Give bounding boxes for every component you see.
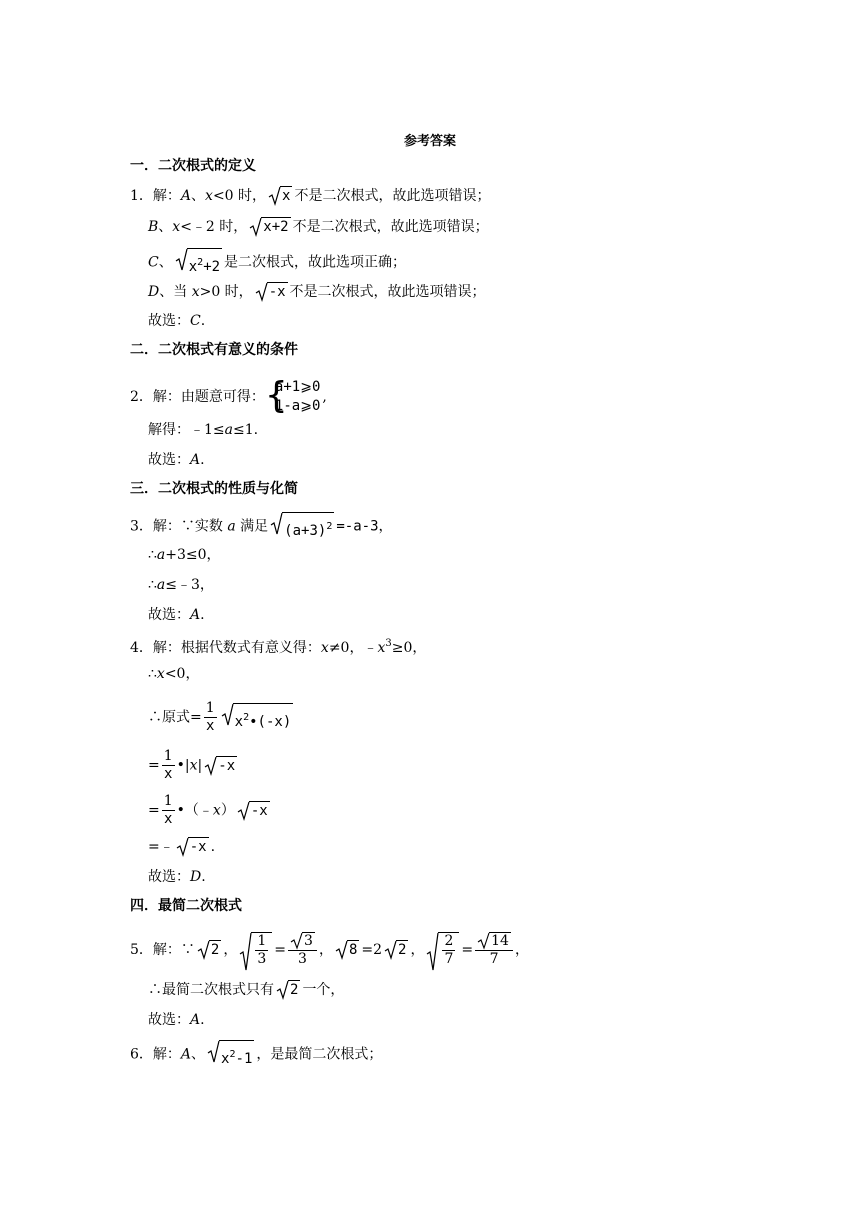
var-a: a [156,547,166,563]
var-x: x [320,640,329,656]
numerator: 2 [444,933,454,949]
system-row-1: a+1⩾0 [274,379,321,395]
exponent: 2 [229,1049,236,1060]
radical [175,248,222,277]
text: 故选： [148,452,190,468]
radicand: 2 [210,942,220,958]
radical [255,282,288,302]
text: ， [318,942,333,958]
q4-line-7 [148,867,206,887]
equation-rhs: =-a-3 [336,518,379,535]
radical-sign-icon [268,186,280,206]
q5-line-1 [130,932,529,968]
text: •（﹣ [176,802,213,819]
radicand: 8 [348,942,358,958]
section-heading-3: 三．二次根式的性质与化简 [130,481,298,497]
text: = [461,942,474,958]
text: 解得：﹣1≤ [148,422,225,438]
text: +3≤0， [165,547,221,563]
radical [237,801,270,821]
radicand [187,248,222,277]
radical-sign-icon [176,837,188,857]
q5-line-2 [148,980,344,1000]
radicand: -x [218,757,236,774]
var-a: a [224,422,233,438]
q2-line-3 [148,450,205,470]
text: =﹣ [148,839,174,855]
text: 、 [191,1046,206,1063]
var-x: x [172,219,181,235]
radicand [233,703,294,732]
radical-fraction [426,932,459,968]
text: 故选： [148,313,190,329]
radical [249,217,290,237]
option-a-letter: A [180,1046,192,1063]
numerator: 1 [205,700,215,716]
exponent: 3 [385,638,392,649]
radicand: x [282,188,291,204]
radical-sign-icon [477,932,489,950]
var-x: x [377,640,386,656]
q3-line-3 [148,575,214,595]
text: 、 [191,188,206,204]
answer-letter: A [190,607,201,623]
text: 一个， [302,982,345,998]
radicand-rest: •(-x) [249,714,292,730]
radical [204,756,237,776]
text: 2．解：由题意可得： [130,389,265,405]
section-heading-1: 一．二次根式的定义 [130,158,256,174]
fraction [255,933,268,968]
radical-sign-icon [239,932,251,972]
q1-line-2 [148,217,489,237]
text: . [201,869,206,885]
q1-line-5 [148,311,205,331]
answer-letter: A [190,452,201,468]
fraction [204,700,217,735]
text: 不是二次根式，故此选项错误； [292,219,489,235]
radical-sign-icon [175,248,187,272]
q6-line-1 [130,1040,382,1069]
radicand: 14 [491,933,509,949]
text: . [200,313,206,329]
denominator: 3 [257,951,267,967]
therefore-sign: ∴ [148,666,157,682]
text: . [200,1012,205,1028]
denominator: 7 [489,951,499,967]
radical-sign-icon [197,940,209,960]
q1-line-3 [148,248,406,277]
text: = [148,757,160,774]
denominator: x [163,811,173,827]
radical-sign-icon [207,1040,219,1064]
radicand: -x [250,802,268,819]
denominator: x [163,766,173,782]
therefore-sign: ∴ [148,547,157,563]
radicand-base: (a+3) [284,523,327,539]
radical-sign-icon [384,940,396,960]
section-heading-2: 二．二次根式有意义的条件 [130,342,298,358]
fraction [475,932,513,968]
option-d-letter: D [148,284,160,300]
system-row-2: 1-a⩾0 [274,398,321,414]
q4-line-2 [148,664,199,684]
q3-line-1 [130,512,393,541]
page-title: 参考答案 [403,134,456,149]
var-x: x [212,802,221,819]
numerator: 1 [163,793,173,809]
text: •| [176,757,190,774]
fraction [162,748,175,783]
radical-sign-icon [426,932,438,972]
text: 是二次根式，故此选项正确； [224,254,407,271]
denominator: 3 [298,951,307,967]
fraction [288,932,317,968]
text: ， [410,942,425,958]
text: 3．解：∵实数 [130,518,228,535]
text: ， [223,942,238,958]
option-a-letter: A [180,188,192,204]
radical-sign-icon [221,703,233,727]
text: ， [514,942,529,958]
radical-fraction [239,932,272,968]
var-x: x [205,188,213,204]
q4-line-1 [130,634,426,658]
fraction [162,793,175,828]
radical-sign-icon [237,801,249,821]
text: <0， [164,666,200,682]
radicand: 3 [304,933,313,949]
text: ≤1. [233,422,259,438]
text: ≤﹣3， [165,577,214,593]
text: =2 [361,942,383,958]
text: 故选： [148,1012,190,1028]
var-x: x [189,757,198,774]
text: 5．解：∵ [130,942,195,958]
therefore-sign: ∴ [148,577,157,593]
radicand-rest: -1 [235,1051,253,1067]
text: ∴原式= [148,709,202,726]
radicand: -x [268,284,286,300]
radicand [282,512,334,541]
numerator [288,932,317,951]
radical [176,837,209,857]
text: 4．解：根据代数式有意义得： [130,640,321,656]
text: ， [378,518,393,535]
radicand-base: x [221,1051,230,1067]
radical-sign-icon [335,940,347,960]
radicand-base: x [234,714,244,730]
radical-sign-icon [249,217,261,237]
q1-label: 1．解： [130,188,181,204]
var-a: a [227,518,236,535]
answer-letter: D [190,869,202,885]
text: . [200,452,205,468]
option-b-letter: B [148,219,159,235]
q4-line-6 [148,837,215,857]
radical [221,703,294,732]
radicand: x+2 [263,219,289,235]
radical [335,940,359,960]
text: , [322,389,327,405]
q3-line-4 [148,605,205,625]
text: 、当 [159,284,192,300]
inequality-system [264,375,321,416]
radical-sign-icon [204,756,216,776]
text: 、 [158,254,173,271]
text: 、 [158,219,173,235]
q3-line-2 [148,545,221,565]
fraction [442,933,455,968]
radical-sign-icon [270,512,282,536]
radical [290,932,315,950]
radicand-rest: +2 [203,259,221,275]
option-c-letter: C [148,254,159,271]
radicand [251,932,272,968]
exponent: 2 [197,257,204,268]
text: = [274,942,287,958]
var-a: a [156,577,166,593]
text: 不是二次根式，故此选项错误； [294,188,491,204]
radical [268,186,292,206]
text: 满足 [235,518,269,535]
text: 6．解： [130,1046,181,1063]
radicand-base: x [188,259,198,275]
radical [270,512,334,541]
text: ） [220,802,235,819]
numerator: 1 [257,933,267,949]
exponent: 2 [243,712,250,723]
radicand [438,932,459,968]
q4-line-5 [148,793,272,828]
radicand: 2 [290,982,299,998]
text: ≠0，﹣ [328,640,378,656]
numerator [475,932,513,951]
text: . [210,839,216,855]
radical [276,980,300,1000]
radicand [219,1040,254,1069]
exponent: 2 [326,521,333,532]
radicand: -x [189,839,207,855]
radical-sign-icon [276,980,288,1000]
text: >0 时， [199,284,253,300]
radical [197,940,221,960]
text: | [197,757,203,774]
q4-line-3 [148,700,295,735]
q1-line-4 [148,282,486,302]
text: 故选： [148,869,190,885]
brace-icon: { [264,375,288,416]
text: <0 时， [212,188,267,204]
q2-line-2 [148,420,258,440]
text: 不是二次根式，故此选项错误； [289,284,486,300]
radical [384,940,408,960]
text: ∴最简二次根式只有 [148,982,274,998]
text: ，是最简二次根式； [256,1046,383,1063]
answer-letter: C [190,313,201,329]
denominator: x [205,718,215,734]
radical-sign-icon [255,282,267,302]
radical [207,1040,254,1069]
text: = [148,802,160,819]
var-x: x [156,666,165,682]
q1-line-1 [130,186,490,206]
text: . [200,607,205,623]
numerator: 1 [163,748,173,764]
section-heading-4: 四．最简二次根式 [130,898,242,914]
text: 故选： [148,607,190,623]
q5-line-3 [148,1010,205,1030]
radical [477,932,511,950]
text: <﹣2 时， [180,219,248,235]
q2-line-1 [130,375,327,416]
denominator: 7 [444,951,454,967]
radical-sign-icon [290,932,302,950]
answer-letter: A [190,1012,201,1028]
q4-line-4 [148,748,239,783]
var-x: x [191,284,200,300]
text: ≥0， [391,640,427,656]
radicand: 2 [398,942,407,958]
